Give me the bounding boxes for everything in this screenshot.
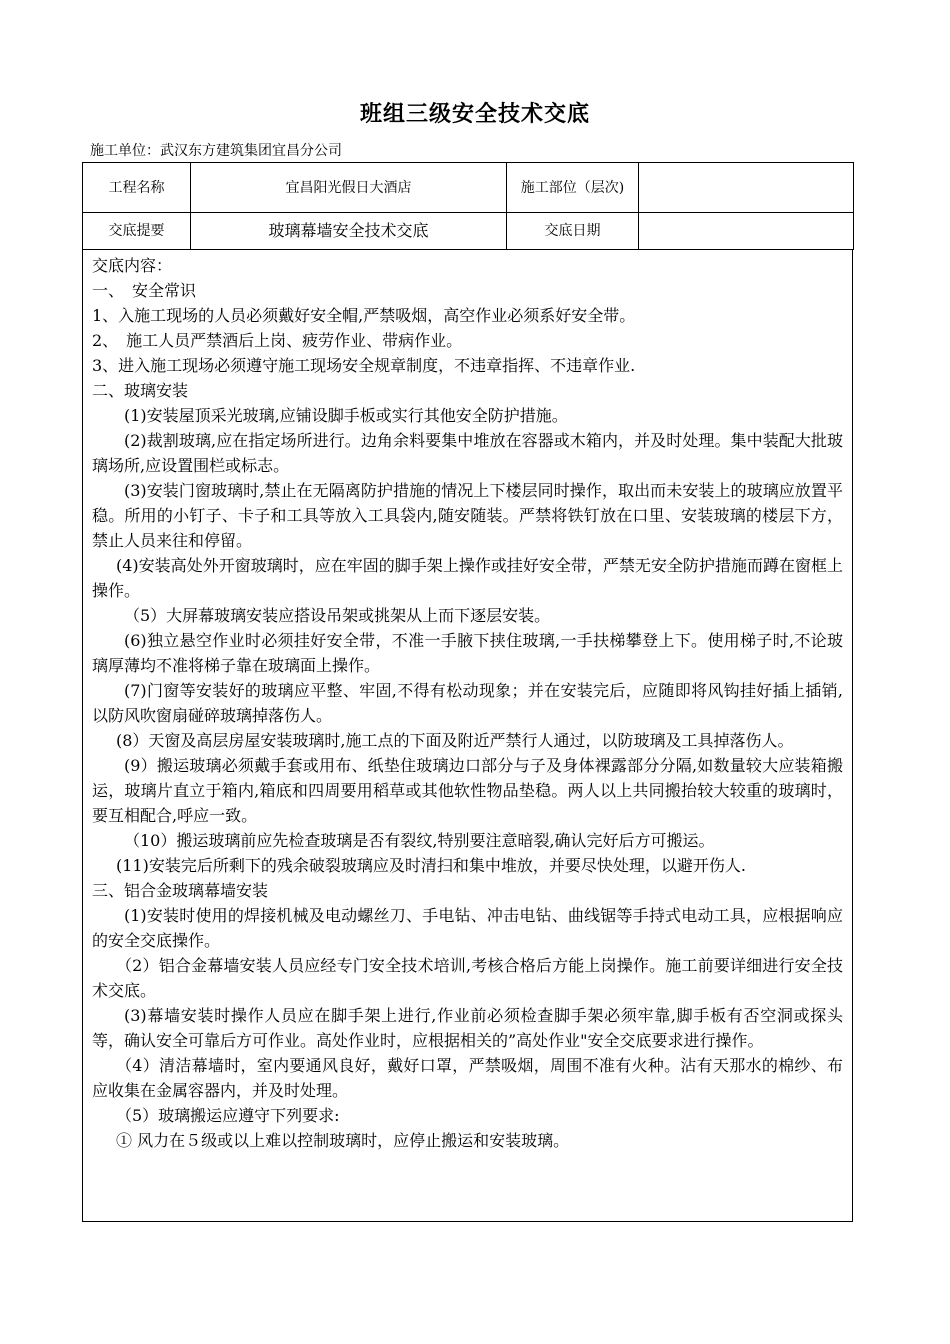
- content-paragraph: (11)安装完后所剩下的残余破裂玻璃应及时清扫和集中堆放，并要尽快处理，以避开伤人.: [116, 856, 746, 875]
- project-name-label: 工程名称: [83, 163, 191, 213]
- content-paragraph: (1)安装屋顶采光玻璃,应铺设脚手板或实行其他安全防护措施。: [124, 406, 568, 425]
- info-row-project: [83, 163, 854, 213]
- content-paragraph: （5）大屏幕玻璃安装应搭设吊架或挑架从上而下逐层安装。: [124, 606, 551, 625]
- content-paragraph: （2）铝合金幕墙安装人员应经专门安全技术培训,考核合格后方能上岗操作。施工前要详细进行安全技术交底。: [92, 956, 843, 1000]
- info-table: [82, 162, 854, 250]
- section-heading: 三、铝合金玻璃幕墙安装: [92, 881, 269, 900]
- section-heading: 一、 安全常识: [92, 281, 197, 300]
- content-paragraph: (3)安装门窗玻璃时,禁止在无隔离防护措施的情况上下楼层同时操作，取出而未安装上的玻璃应放置平稳。所用的小钉子、卡子和工具等放入工具袋内,随安随装。严禁将铁钉放在口里、安装玻璃的楼层下方，禁止人员来往和停留。: [92, 481, 843, 550]
- section-heading: 二、玻璃安装: [92, 381, 189, 400]
- summary-value: 玻璃幕墙安全技术交底: [191, 213, 507, 250]
- location-label: 施工部位（层次): [507, 163, 639, 213]
- content-paragraph: 1、入施工现场的人员必须戴好安全帽,严禁吸烟，高空作业必须系好安全带。: [92, 306, 636, 325]
- content-paragraph: （5）玻璃搬运应遵守下列要求:: [116, 1106, 340, 1125]
- content-paragraph: (4)安装高处外开窗玻璃时，应在牢固的脚手架上操作或挂好安全带，严禁无安全防护措施而蹲在窗框上操作。: [92, 556, 843, 600]
- content-paragraph: (9）搬运玻璃必须戴手套或用布、纸垫住玻璃边口部分与子及身体裸露部分分隔,如数量较大应装箱搬运，玻璃片直立于箱内,箱底和四周要用稻草或其他软性物品垫稳。两人以上共同搬抬较大较重的玻璃时，要互相配合,呼应一致。: [92, 756, 843, 825]
- content-paragraph: (1)安装时使用的焊接机械及电动螺丝刀、手电钻、冲击电钻、曲线锯等手持式电动工具，应根据响应的安全交底操作。: [92, 906, 843, 950]
- content-paragraph: （10）搬运玻璃前应先检查玻璃是否有裂纹,特别要注意暗裂,确认完好后方可搬运。: [124, 831, 715, 850]
- content-paragraph: (7)门窗等安装好的玻璃应平整、牢固,不得有松动现象；并在安装完后，应随即将风钩挂好插上插销,以防风吹窗扇碰碎玻璃掉落伤人。: [92, 681, 843, 725]
- content-paragraph: (8）天窗及高层房屋安装玻璃时,施工点的下面及附近严禁行人通过，以防玻璃及工具掉落伤人。: [116, 731, 794, 750]
- date-label: 交底日期: [507, 213, 639, 250]
- location-value: [639, 163, 854, 213]
- content-paragraph: ① 风力在５级或以上难以控制玻璃时，应停止搬运和安装玻璃。: [116, 1131, 570, 1150]
- document-title: 班组三级安全技术交底: [359, 102, 590, 127]
- construction-unit-line: 施工单位：武汉东方建筑集团宜昌分公司: [90, 143, 342, 159]
- info-row-summary: [83, 213, 854, 250]
- date-value: [639, 213, 854, 250]
- content-paragraph: （4）清洁幕墙时，室内要通风良好，戴好口罩，严禁吸烟，周围不准有火种。沾有天那水的棉纱、布应收集在金属容器内，并及时处理。: [92, 1056, 843, 1100]
- summary-label: 交底提要: [83, 213, 191, 250]
- content-paragraph: (2)裁割玻璃,应在指定场所进行。边角余料要集中堆放在容器或木箱内，并及时处理。集中装配大批玻璃场所,应设置围栏或标志。: [92, 431, 843, 475]
- content-paragraph: (6)独立悬空作业时必须挂好安全带，不准一手腋下挟住玻璃,一手扶梯攀登上下。使用梯子时,不论玻璃厚薄均不准将梯子靠在玻璃面上操作。: [92, 631, 843, 675]
- content-heading: 交底内容：: [92, 256, 173, 275]
- content-paragraph: 3、进入施工现场必须遵守施工现场安全规章制度，不违章指挥、不违章作业.: [92, 356, 636, 375]
- briefing-content: [82, 250, 853, 1222]
- project-name-value: 宜昌阳光假日大酒店: [191, 163, 507, 213]
- content-paragraph: 2、 施工人员严禁酒后上岗、疲劳作业、带病作业。: [92, 331, 463, 350]
- content-paragraph: (3)幕墙安装时操作人员应在脚手架上进行,作业前必须检查脚手架必须牢靠,脚手板有否空洞或探头等，确认安全可靠后方可作业。高处作业时，应根据相关的”高处作业"安全交底要求进行操作。: [92, 1006, 843, 1050]
